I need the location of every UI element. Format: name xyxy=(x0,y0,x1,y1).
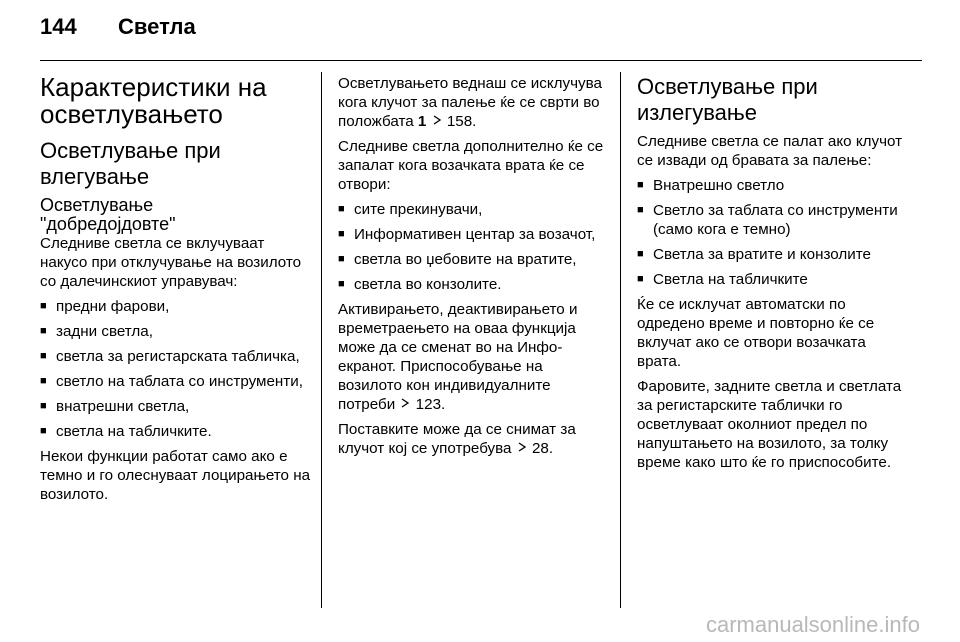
subsection-heading-line-2: "добредојдовте" xyxy=(40,214,176,234)
position-label: 1 xyxy=(417,113,427,130)
paragraph: Фаровите, задните светла и светлата за регистарските таблички го осветлуваат околниот предел по напуштањето на возилото, за толку време како што ќе го приспособите. xyxy=(637,378,902,471)
paragraph-text: Осветлувањето веднаш се исклучува кога клучот за палење ќе се сврти во положбата xyxy=(338,75,602,130)
page-reference[interactable]: 123. xyxy=(415,396,446,413)
section-title: Светла xyxy=(118,14,196,39)
page-reference[interactable]: 28. xyxy=(531,440,554,457)
page-reference[interactable]: 158. xyxy=(446,113,477,130)
list-item: ■ внатрешни светла, xyxy=(40,397,312,416)
page-reference-arrow-icon xyxy=(399,397,411,409)
list-item: ■ Светла на табличките xyxy=(637,270,909,289)
list-item: ■ сите прекинувачи, xyxy=(338,200,610,219)
subsection-heading-line-1: Осветлување xyxy=(40,195,154,215)
page-reference-arrow-icon xyxy=(431,114,443,126)
column-3 xyxy=(637,74,909,478)
list-item: ■ Информативен центар за возачот, xyxy=(338,225,610,244)
intro-paragraph: Следниве светла се вклучуваат накусо при отклучување на возилото со далечинскиот управувач: xyxy=(40,235,302,290)
chapter-heading: Карактеристики на осветлувањето xyxy=(40,72,267,129)
paragraph: Следниве светла дополнително ќе се запалат кога возачката врата ќе се отвори: xyxy=(338,138,604,193)
paragraph: Ќе се исклучат автоматски по одредено време и повторно ќе се вклучат ако се отвори возачката врата. xyxy=(637,296,875,370)
page-number: 144 xyxy=(40,14,77,39)
list-item: ■ светла во конзолите. xyxy=(338,275,610,294)
list-item: ■ Светла за вратите и конзолите xyxy=(637,245,909,264)
column-divider-2 xyxy=(620,72,621,608)
column-divider-1 xyxy=(321,72,322,608)
page-reference-arrow-icon xyxy=(516,441,528,453)
list-item: ■ светла за регистарската табличка, xyxy=(40,347,312,366)
paragraph xyxy=(338,74,610,131)
paragraph xyxy=(338,300,610,414)
page-header xyxy=(40,14,920,54)
bullet-list xyxy=(637,176,909,289)
note-paragraph: Некои функции работат само ако е темно и го олеснуваат лоцирањето на возилото. xyxy=(40,448,311,503)
list-item: ■ задни светла, xyxy=(40,322,312,341)
intro-paragraph: Следниве светла се палат ако клучот се извади од бравата за палење: xyxy=(637,133,903,169)
paragraph xyxy=(338,420,610,458)
list-item: ■ предни фарови, xyxy=(40,297,312,316)
section-heading-exit-lighting: Осветлување при излегување xyxy=(637,74,818,125)
column-2 xyxy=(338,74,610,464)
paragraph-text: Активирањето, деактивирањето и времетраењето на оваа функција може да се сменат во на Инфо-екранот. Приспособување на возилото кон индивидуалните потреби xyxy=(338,301,578,413)
list-item: ■ светла на табличките. xyxy=(40,422,312,441)
list-item: ■ Внатрешно светло xyxy=(637,176,909,195)
list-item: ■ светла во џебовите на вратите, xyxy=(338,250,610,269)
column-1 xyxy=(40,74,312,510)
bullet-list xyxy=(338,200,610,294)
list-item: ■ светло на таблата со инструменти, xyxy=(40,372,312,391)
watermark: carmanualsonline.info xyxy=(705,612,920,637)
section-heading-entry-lighting: Осветлување при влегување xyxy=(40,138,221,189)
paragraph-text: Поставките може да се снимат за клучот кој се употребува xyxy=(338,421,576,457)
list-item: ■ Светло за таблата со инструменти (само кога е темно) xyxy=(637,201,909,239)
bullet-list xyxy=(40,297,312,441)
header-rule xyxy=(40,60,922,61)
